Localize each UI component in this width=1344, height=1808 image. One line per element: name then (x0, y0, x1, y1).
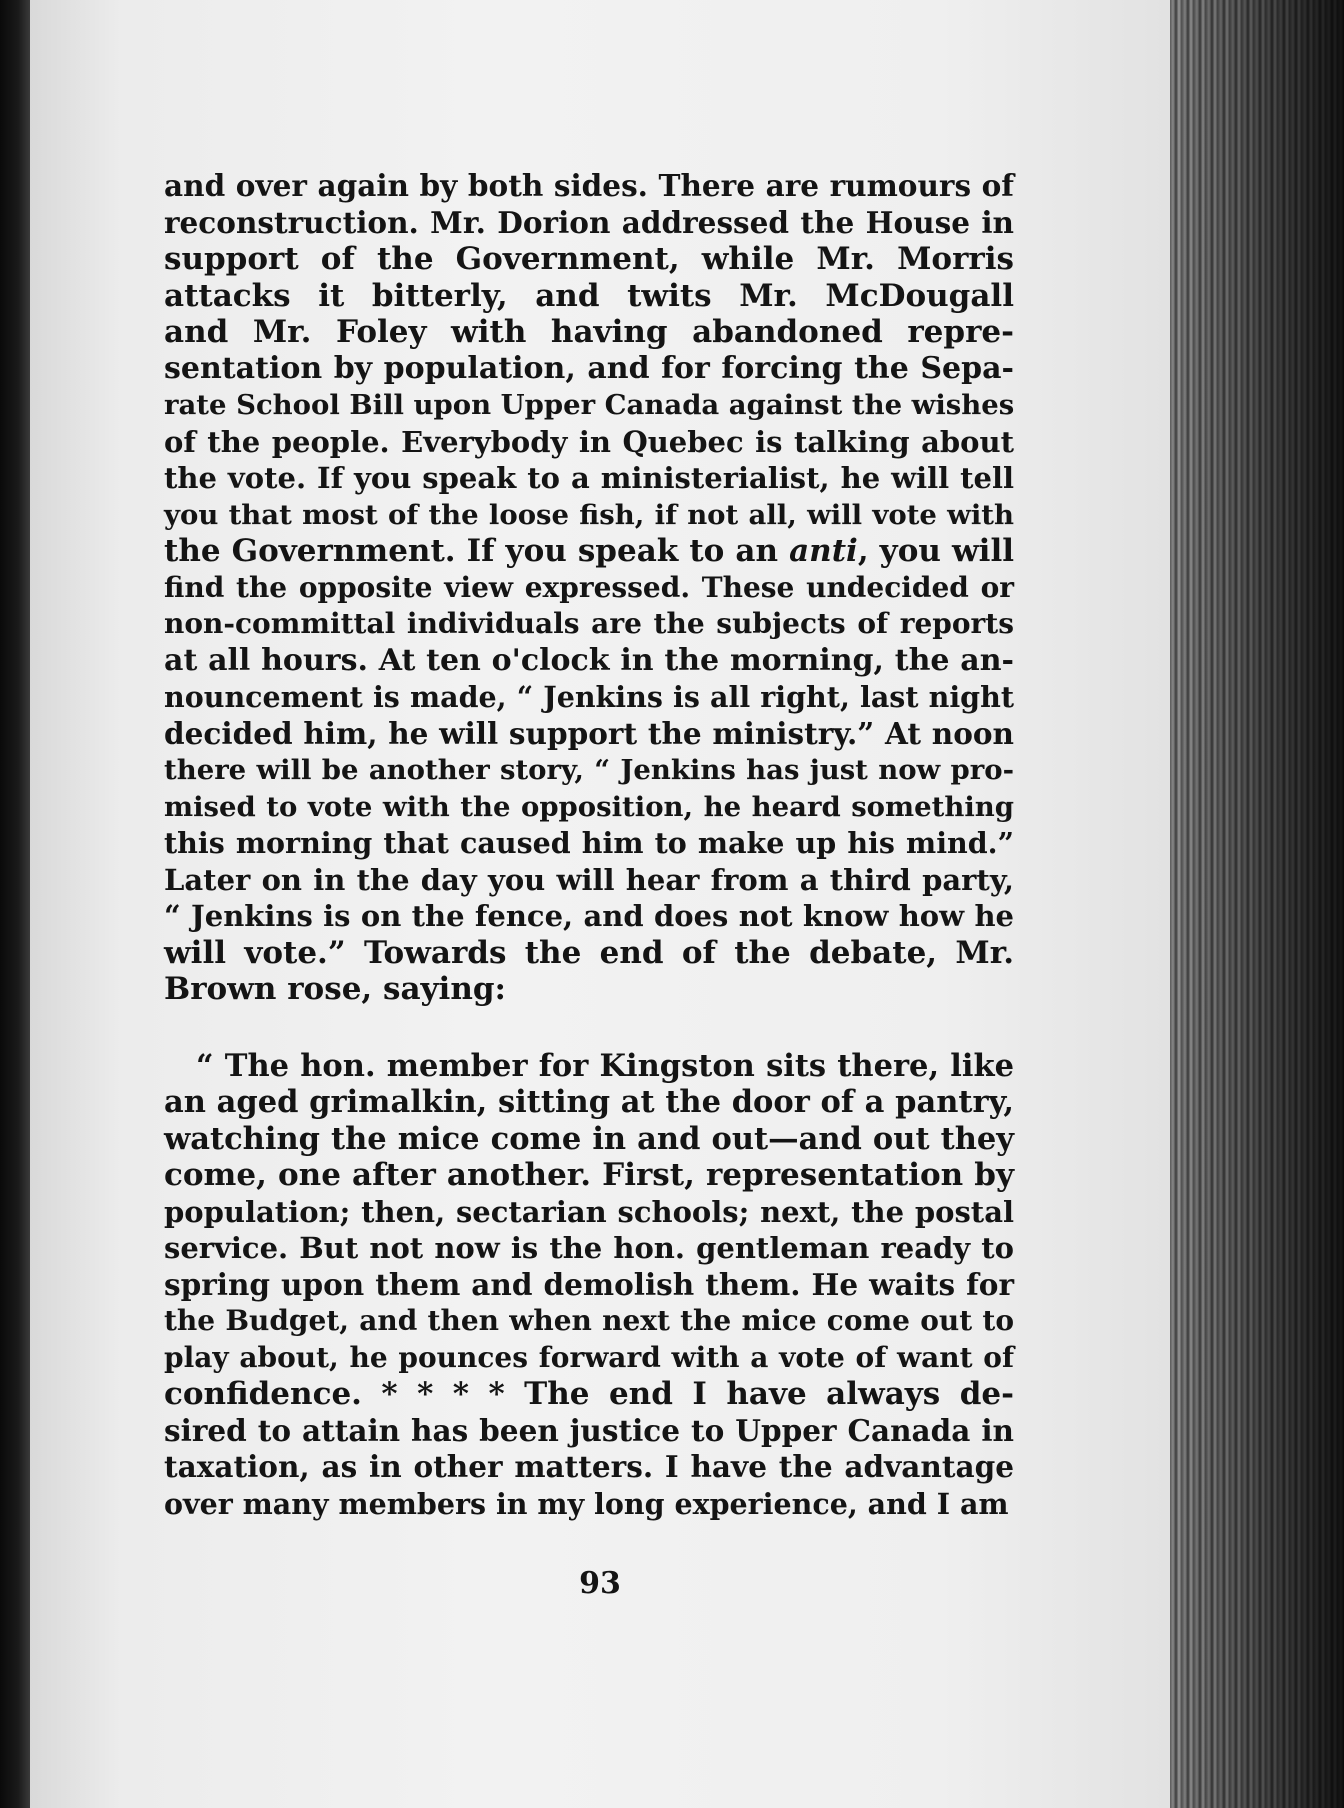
text-line: population; then, sectarian schools; next, the postal (164, 1194, 1014, 1229)
book-gutter-shadow (0, 0, 30, 1808)
text-line: attacks it bitterly, and twits Mr. McDougall (164, 277, 1014, 314)
text-line: an aged grimalkin, sitting at the door of a pantry, (164, 1084, 1014, 1120)
page-sheet (30, 0, 1170, 1808)
text-line: you that most of the loose fish, if not all, will vote with (164, 498, 1014, 531)
text-line: there will be another story, “ Jenkins has just now pro- (164, 754, 1014, 786)
text-line: sired to attain has been justice to Upper Canada in (164, 1412, 1014, 1448)
text-line: decided him, he will support the ministry.” At noon (164, 715, 1014, 751)
text-line: taxation, as in other matters. I have the advantage (164, 1449, 1014, 1484)
text-line: the vote. If you speak to a ministerialist, he will tell (164, 461, 1014, 495)
text-line: confidence. * * * * The end I have always de- (164, 1376, 1014, 1412)
body-text (164, 168, 1014, 1522)
text-line: “ Jenkins is on the fence, and does not know how he (164, 899, 1014, 933)
text-line: over many members in my long experience, and I am (164, 1486, 1009, 1521)
text-line: at all hours. At ten o'clock in the morning, the an- (164, 642, 1014, 678)
text-line: Later on in the day you will hear from a third party, (164, 862, 1014, 897)
page-block-edge (1170, 0, 1344, 1808)
page-number-text: 93 (579, 1566, 621, 1601)
text-line: spring upon them and demolish them. He waits for (164, 1266, 1014, 1302)
page-number (30, 1566, 1170, 1601)
text-line: non-committal individuals are the subjects of reports (164, 607, 1014, 640)
text-line: mised to vote with the opposition, he heard something (164, 790, 1014, 823)
text-line: this morning that caused him to make up his mind.” (164, 826, 1014, 860)
text-line: play about, he pounces forward with a vote of want of (164, 1340, 1014, 1374)
text-line: and Mr. Foley with having abandoned repre- (164, 314, 1014, 350)
text-line: rate School Bill upon Upper Canada against the wishes (164, 389, 1015, 421)
text-line: reconstruction. Mr. Dorion addressed the House in (164, 204, 1014, 240)
text-line: sentation by population, and for forcing the Sepa- (164, 350, 1014, 386)
text-line: of the people. Everybody in Quebec is talking about (164, 424, 1014, 459)
text-line: the Government. If you speak to an anti, you will (164, 533, 1014, 569)
text-line: nouncement is made, “ Jenkins is all right, last night (164, 680, 1014, 714)
text-line: and over again by both sides. There are rumours of (164, 168, 1014, 203)
text-line: will vote.” Towards the end of the debate, Mr. (164, 934, 1014, 971)
text-line: come, one after another. First, representation by (164, 1157, 1014, 1193)
text-line: find the opposite view expressed. These undecided or (164, 570, 1014, 604)
text-line: the Budget, and then when next the mice come out to (164, 1304, 1014, 1337)
text-line: service. But not now is the hon. gentleman ready to (164, 1231, 1014, 1265)
text-line: watching the mice come in and out—and out they (164, 1120, 1014, 1157)
paragraph-gap (164, 1008, 1014, 1048)
paragraph-1 (164, 168, 1014, 1008)
text-line: Brown rose, saying: (164, 971, 506, 1007)
text-line: “ The hon. member for Kingston sits there, like (196, 1047, 1014, 1084)
paragraph-2 (164, 1048, 1014, 1523)
text-line: support of the Government, while Mr. Morris (164, 241, 1014, 277)
